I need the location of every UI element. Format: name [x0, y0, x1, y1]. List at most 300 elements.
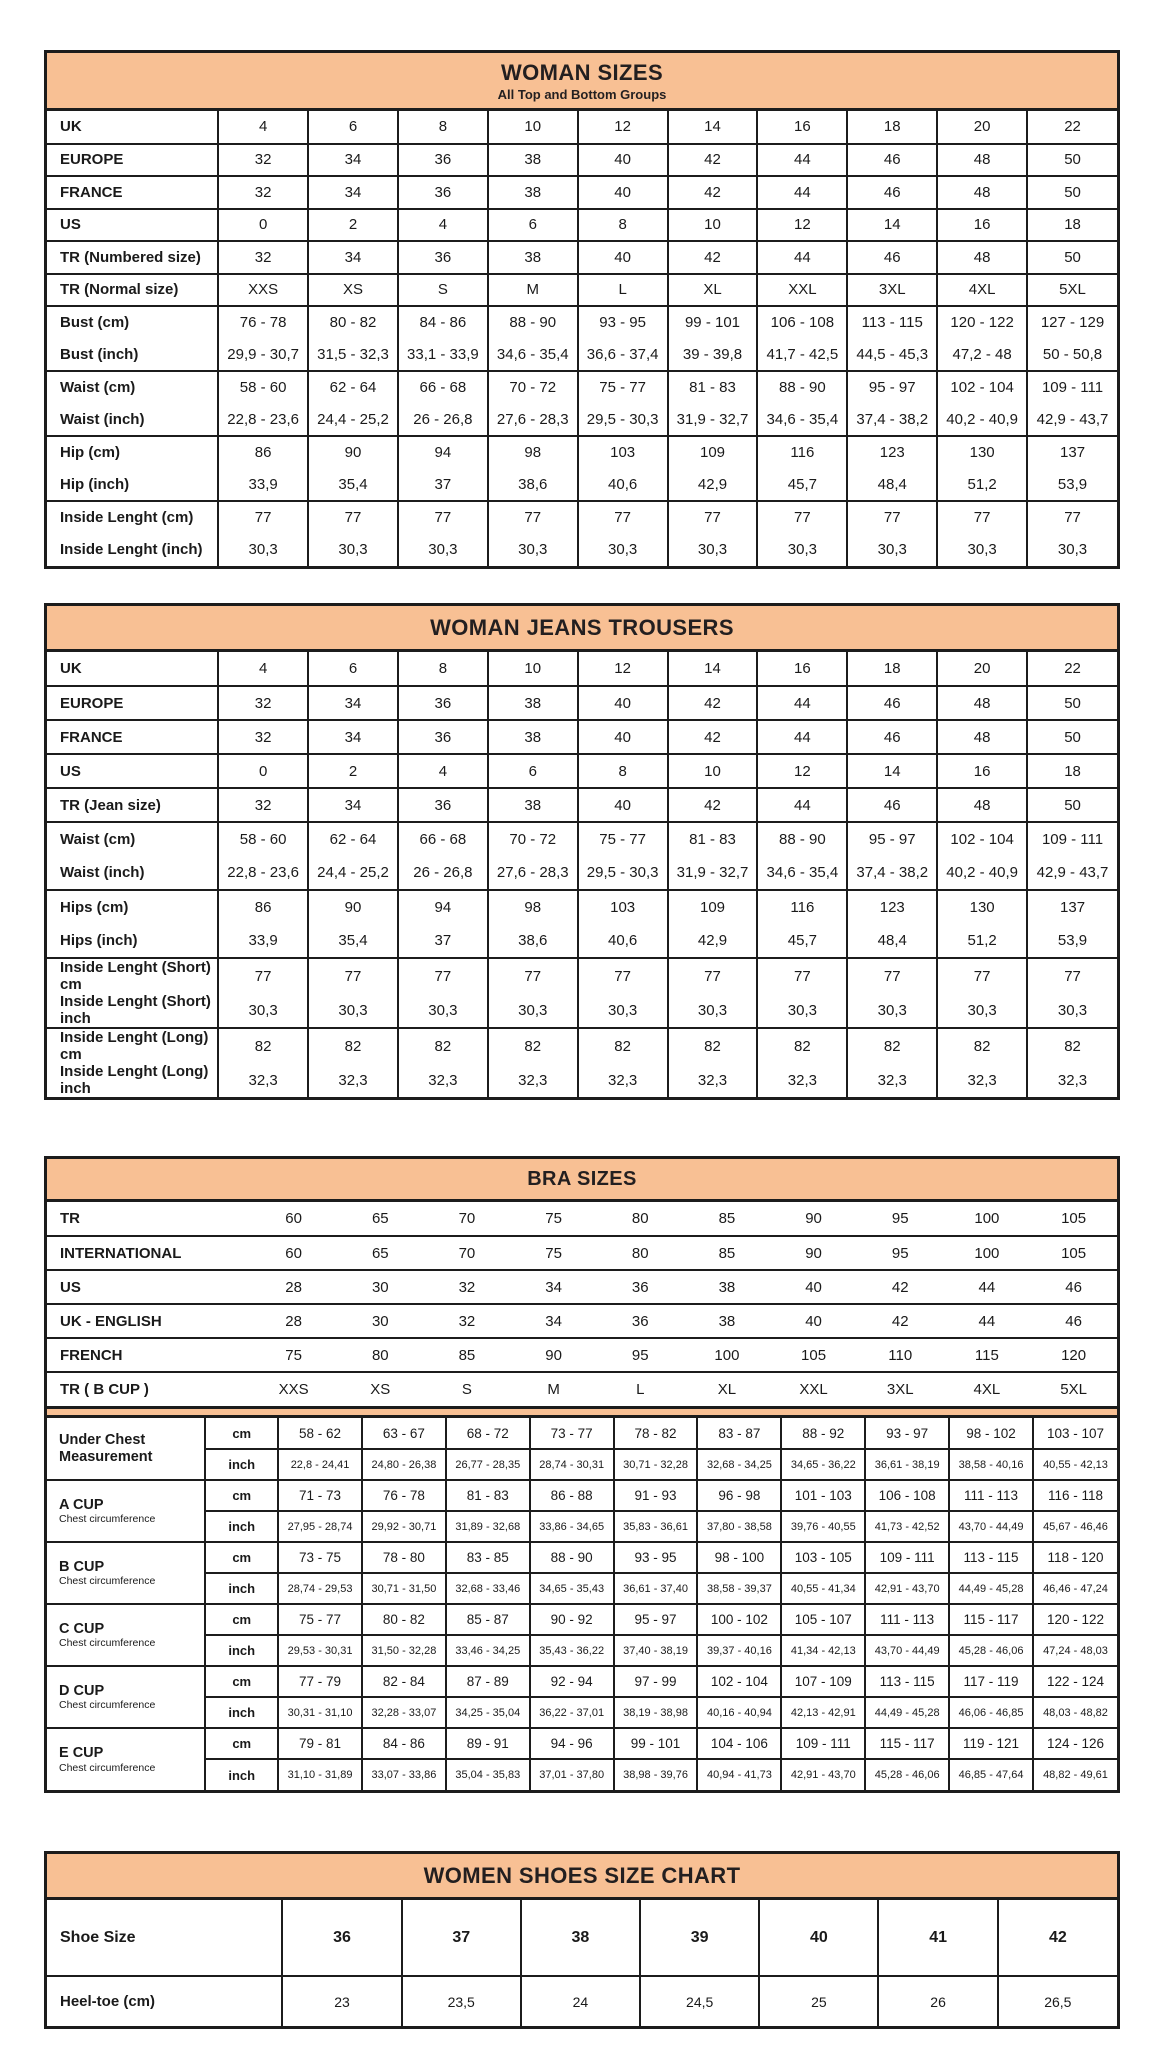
- row-label: Heel-toe (cm): [47, 1976, 282, 2026]
- bra-measurement-grid: [47, 1418, 1117, 1790]
- value-cell: 42: [668, 241, 758, 274]
- row-label: Inside Lenght (inch): [60, 541, 203, 559]
- value-cell: 115 - 117: [865, 1728, 949, 1759]
- value-cell: 30,3: [1027, 993, 1117, 1028]
- value-cell: 70 - 72: [488, 822, 578, 856]
- value-cell: 77: [488, 501, 578, 534]
- value-cell: 102 - 104: [697, 1666, 781, 1697]
- unit-cell: inch: [205, 1573, 278, 1604]
- woman-sizes-header: [47, 53, 1117, 111]
- value-cell: 16: [937, 754, 1027, 788]
- value-cell: 3XL: [847, 274, 937, 307]
- value-cell: 50: [1027, 686, 1117, 720]
- row-label: [47, 1728, 205, 1790]
- value-cell: 77: [218, 958, 308, 993]
- value-cell: 18: [1027, 754, 1117, 788]
- value-cell: 98: [488, 436, 578, 469]
- value-cell: 36: [398, 176, 488, 209]
- value-cell: 45,7: [757, 469, 847, 502]
- value-cell: 36: [398, 720, 488, 754]
- value-cell: 123: [847, 436, 937, 469]
- value-cell: 16: [757, 111, 847, 144]
- woman-jeans-trousers-grid: [47, 652, 1117, 1097]
- value-cell: 76 - 78: [218, 306, 308, 339]
- value-cell: 123: [847, 890, 937, 924]
- value-cell: 20: [937, 111, 1027, 144]
- value-cell: 32,68 - 34,25: [697, 1449, 781, 1480]
- value-cell: 75: [545, 1210, 562, 1227]
- value-cell: 75: [250, 1338, 337, 1372]
- row-label: Waist (inch): [60, 410, 145, 428]
- row-label-text: Under Chest Measurement: [59, 1431, 153, 1465]
- value-cell: 36: [398, 686, 488, 720]
- table-row: [47, 534, 1117, 567]
- value-cell: 100: [684, 1338, 771, 1372]
- table-row: [47, 1270, 1117, 1304]
- value-cell: 36,61 - 38,19: [865, 1449, 949, 1480]
- value-cell: 47,2 - 48: [937, 339, 1027, 372]
- value-cell: 14: [668, 652, 758, 686]
- value-cell: 34,6 - 35,4: [757, 404, 847, 437]
- value-cell: 77: [398, 958, 488, 993]
- value-cell: 4: [398, 209, 488, 242]
- value-cell: 46,46 - 47,24: [1033, 1573, 1117, 1604]
- value-cell: 105: [770, 1338, 857, 1372]
- value-cell: 38: [488, 686, 578, 720]
- value-cell: 36: [398, 788, 488, 822]
- value-cell: 82: [847, 1028, 937, 1063]
- row-label: US: [47, 754, 218, 788]
- value-cell: 30,3: [308, 993, 398, 1028]
- value-cell: 102 - 104: [937, 822, 1027, 856]
- row-label: Bust (cm): [47, 306, 218, 339]
- value-cell: 36: [398, 144, 488, 177]
- value-cell: 30,3: [218, 534, 308, 567]
- value-cell: 103 - 107: [1033, 1418, 1117, 1449]
- value-cell: 24,4 - 25,2: [308, 404, 398, 437]
- value-cell: 86 - 88: [530, 1480, 614, 1511]
- value-cell: 76 - 78: [362, 1480, 446, 1511]
- value-cell: 44,5 - 45,3: [847, 339, 937, 372]
- woman-sizes-grid: [47, 111, 1117, 566]
- value-cell: 75 - 77: [278, 1604, 362, 1635]
- value-cell: 42,13 - 42,91: [781, 1697, 865, 1728]
- value-cell: 51,2: [937, 469, 1027, 502]
- value-cell: 82 - 84: [362, 1666, 446, 1697]
- value-cell: 48,03 - 48,82: [1033, 1697, 1117, 1728]
- value-cell: 31,10 - 31,89: [278, 1759, 362, 1790]
- value-cell: 82: [398, 1028, 488, 1063]
- value-cell: 42: [857, 1304, 944, 1338]
- value-cell: 37,4 - 38,2: [847, 404, 937, 437]
- value-cell: 95 - 97: [847, 371, 937, 404]
- row-label: Hip (cm): [47, 436, 218, 469]
- value-cell: 96 - 98: [697, 1480, 781, 1511]
- value-cell: 34,65 - 36,22: [781, 1449, 865, 1480]
- value-cell: 22: [1027, 652, 1117, 686]
- unit-cell: cm: [205, 1418, 278, 1449]
- value-cell: 109 - 111: [1027, 822, 1117, 856]
- value-cell: 43,70 - 44,49: [949, 1511, 1033, 1542]
- value-cell: 50: [1027, 144, 1117, 177]
- value-cell: 42,9 - 43,7: [1027, 404, 1117, 437]
- value-cell: 81 - 83: [668, 371, 758, 404]
- table-row: [47, 1304, 1117, 1338]
- table-title: BRA SIZES: [527, 1168, 637, 1190]
- value-cell: 100 - 102: [697, 1604, 781, 1635]
- value-cell: 36: [597, 1304, 684, 1338]
- value-cell: 95: [891, 1210, 909, 1227]
- value-cell: 77: [1027, 958, 1117, 993]
- value-cell: 36: [282, 1900, 401, 1976]
- value-cell: 130: [937, 436, 1027, 469]
- value-cell: 119 - 121: [949, 1728, 1033, 1759]
- value-cell: 29,92 - 30,71: [362, 1511, 446, 1542]
- value-cell: 50 - 50,8: [1027, 339, 1117, 372]
- row-label: UK - ENGLISH: [47, 1304, 250, 1338]
- value-cell: 22,8 - 23,6: [218, 856, 308, 890]
- table-title: WOMEN SHOES SIZE CHART: [423, 1863, 741, 1888]
- value-cell: 20: [937, 652, 1027, 686]
- value-cell: 45,28 - 46,06: [949, 1635, 1033, 1666]
- table-row: [47, 241, 1117, 274]
- table-row: [47, 924, 1117, 958]
- value-cell: 106 - 108: [865, 1480, 949, 1511]
- value-cell: 16: [757, 652, 847, 686]
- value-cell: 16: [937, 209, 1027, 242]
- value-cell: 46: [847, 788, 937, 822]
- value-cell: 30,3: [847, 993, 937, 1028]
- value-cell: 36: [398, 241, 488, 274]
- value-cell: 93 - 95: [578, 306, 668, 339]
- value-cell: 45,67 - 46,46: [1033, 1511, 1117, 1542]
- value-cell: 31,9 - 32,7: [668, 404, 758, 437]
- value-cell: 34: [308, 686, 398, 720]
- value-cell: 77: [757, 958, 847, 993]
- value-cell: 109 - 111: [865, 1542, 949, 1573]
- value-cell: 65: [337, 1236, 424, 1270]
- value-cell: 28,74 - 29,53: [278, 1573, 362, 1604]
- value-cell: 90: [308, 890, 398, 924]
- row-label: FRANCE: [47, 176, 218, 209]
- value-cell: 37,4 - 38,2: [847, 856, 937, 890]
- value-cell: 10: [488, 652, 578, 686]
- value-cell: 107 - 109: [781, 1666, 865, 1697]
- value-cell: 30: [337, 1270, 424, 1304]
- value-cell: 115 - 117: [949, 1604, 1033, 1635]
- value-cell: 66 - 68: [398, 822, 488, 856]
- woman-jeans-grid: [47, 652, 1117, 1097]
- row-sublabel: Chest circumference: [59, 1699, 156, 1712]
- value-cell: 37,01 - 37,80: [530, 1759, 614, 1790]
- value-cell: 42: [668, 686, 758, 720]
- value-cell: 91 - 93: [614, 1480, 698, 1511]
- value-cell: 80 - 82: [362, 1604, 446, 1635]
- table-row: [47, 404, 1117, 437]
- value-cell: 4: [218, 111, 308, 144]
- value-cell: 120 - 122: [937, 306, 1027, 339]
- value-cell: 113 - 115: [949, 1542, 1033, 1573]
- value-cell: 118 - 120: [1033, 1542, 1117, 1573]
- table-row: [47, 1542, 1117, 1573]
- value-cell: 60: [250, 1236, 337, 1270]
- value-cell: 111 - 113: [865, 1604, 949, 1635]
- value-cell: 122 - 124: [1033, 1666, 1117, 1697]
- value-cell: 78 - 80: [362, 1542, 446, 1573]
- value-cell: 77: [847, 958, 937, 993]
- table-row: [47, 1511, 1117, 1542]
- row-label: UK: [60, 660, 82, 677]
- row-label: [47, 1604, 205, 1666]
- value-cell: 32,3: [757, 1063, 847, 1097]
- table-row: [47, 371, 1117, 404]
- row-label: Inside Lenght (cm): [47, 501, 218, 534]
- table-row: [47, 754, 1117, 788]
- value-cell: 26 - 26,8: [398, 404, 488, 437]
- value-cell: 5XL: [1027, 274, 1117, 307]
- table-row: [47, 501, 1117, 534]
- table-row: [47, 788, 1117, 822]
- value-cell: 94: [398, 890, 488, 924]
- row-label: Hips (inch): [60, 932, 138, 949]
- value-cell: 103 - 105: [781, 1542, 865, 1573]
- table-row: [47, 111, 1117, 144]
- value-cell: 88 - 90: [757, 371, 847, 404]
- value-cell: XXL: [757, 274, 847, 307]
- value-cell: 8: [578, 754, 668, 788]
- row-label: UK: [60, 118, 82, 136]
- value-cell: 30,71 - 32,28: [614, 1449, 698, 1480]
- value-cell: 42: [668, 144, 758, 177]
- woman-jeans-header: [47, 606, 1117, 652]
- value-cell: 85: [424, 1338, 511, 1372]
- value-cell: 77: [578, 501, 668, 534]
- value-cell: 105 - 107: [781, 1604, 865, 1635]
- value-cell: 46: [1030, 1304, 1117, 1338]
- value-cell: 40: [578, 686, 668, 720]
- table-row: [47, 958, 1117, 993]
- value-cell: 40: [578, 788, 668, 822]
- value-cell: 32: [218, 241, 308, 274]
- value-cell: 82: [937, 1028, 1027, 1063]
- value-cell: 79 - 81: [278, 1728, 362, 1759]
- value-cell: 84 - 86: [398, 306, 488, 339]
- value-cell: 48: [937, 241, 1027, 274]
- value-cell: 98 - 102: [949, 1418, 1033, 1449]
- value-cell: 77: [847, 501, 937, 534]
- value-cell: 95 - 97: [847, 822, 937, 856]
- value-cell: 86: [218, 890, 308, 924]
- value-cell: 28,74 - 30,31: [530, 1449, 614, 1480]
- value-cell: 94: [398, 436, 488, 469]
- row-label: TR ( B CUP ): [47, 1372, 250, 1406]
- value-cell: 50: [1027, 176, 1117, 209]
- unit-cell: inch: [205, 1449, 278, 1480]
- value-cell: 82: [488, 1028, 578, 1063]
- value-cell: 32,3: [218, 1063, 308, 1097]
- row-label: Shoe Size: [60, 1928, 136, 1946]
- value-cell: 46,06 - 46,85: [949, 1697, 1033, 1728]
- value-cell: 40: [578, 241, 668, 274]
- table-row: [47, 1604, 1117, 1635]
- woman-sizes-grid: [47, 111, 1117, 566]
- value-cell: XL: [668, 274, 758, 307]
- value-cell: 80: [337, 1338, 424, 1372]
- value-cell: 82: [578, 1028, 668, 1063]
- value-cell: 99 - 101: [614, 1728, 698, 1759]
- value-cell: 70 - 72: [488, 371, 578, 404]
- value-cell: 27,6 - 28,3: [488, 856, 578, 890]
- value-cell: 116: [757, 436, 847, 469]
- value-cell: 62 - 64: [308, 371, 398, 404]
- value-cell: 42,9 - 43,7: [1027, 856, 1117, 890]
- value-cell: 42: [857, 1270, 944, 1304]
- value-cell: 83 - 87: [697, 1418, 781, 1449]
- value-cell: 24,80 - 26,38: [362, 1449, 446, 1480]
- value-cell: 51,2: [937, 924, 1027, 958]
- value-cell: 40,2 - 40,9: [937, 856, 1027, 890]
- value-cell: 35,4: [308, 924, 398, 958]
- value-cell: 75 - 77: [578, 371, 668, 404]
- value-cell: 88 - 90: [488, 306, 578, 339]
- value-cell: 113 - 115: [865, 1666, 949, 1697]
- table-row: [47, 890, 1117, 924]
- woman-jeans-trousers-table: [44, 603, 1120, 1100]
- value-cell: 85: [684, 1236, 771, 1270]
- value-cell: 5XL: [1030, 1372, 1117, 1406]
- value-cell: 103: [578, 436, 668, 469]
- value-cell: 31,5 - 32,3: [308, 339, 398, 372]
- value-cell: 24,5: [640, 1976, 759, 2026]
- value-cell: 120 - 122: [1033, 1604, 1117, 1635]
- value-cell: 137: [1027, 890, 1117, 924]
- row-label: US: [47, 1270, 250, 1304]
- value-cell: 90: [308, 436, 398, 469]
- value-cell: 10: [668, 754, 758, 788]
- value-cell: 30,3: [578, 534, 668, 567]
- value-cell: 30,3: [668, 534, 758, 567]
- table-row: [47, 176, 1117, 209]
- value-cell: 25: [759, 1976, 878, 2026]
- row-label: Bust (inch): [60, 345, 139, 363]
- value-cell: 32: [424, 1304, 511, 1338]
- value-cell: 40,6: [578, 924, 668, 958]
- value-cell: 42,91 - 43,70: [781, 1759, 865, 1790]
- value-cell: 29,9 - 30,7: [218, 339, 308, 372]
- value-cell: 38: [488, 720, 578, 754]
- value-cell: 44: [757, 144, 847, 177]
- table-row: [47, 1028, 1117, 1063]
- value-cell: 32: [218, 720, 308, 754]
- value-cell: 38,19 - 38,98: [614, 1697, 698, 1728]
- value-cell: 40: [770, 1270, 857, 1304]
- table-row: [47, 469, 1117, 502]
- value-cell: 77: [668, 958, 758, 993]
- value-cell: 32,3: [308, 1063, 398, 1097]
- value-cell: 38: [684, 1304, 771, 1338]
- row-label: Waist (cm): [47, 371, 218, 404]
- value-cell: 60: [285, 1210, 302, 1227]
- value-cell: 30,3: [488, 993, 578, 1028]
- value-cell: M: [510, 1372, 597, 1406]
- unit-cell: cm: [205, 1666, 278, 1697]
- row-label: Hip (inch): [60, 475, 130, 493]
- value-cell: 88 - 92: [781, 1418, 865, 1449]
- value-cell: 34: [308, 241, 398, 274]
- value-cell: 99 - 101: [668, 306, 758, 339]
- value-cell: 50: [1027, 720, 1117, 754]
- value-cell: 12: [578, 111, 668, 144]
- row-label: Inside Lenght (Short) inch: [60, 993, 211, 1027]
- value-cell: 82: [1027, 1028, 1117, 1063]
- row-label: FRANCE: [47, 720, 218, 754]
- value-cell: 36,22 - 37,01: [530, 1697, 614, 1728]
- value-cell: 8: [578, 209, 668, 242]
- value-cell: 30,3: [937, 993, 1027, 1028]
- value-cell: 58 - 60: [218, 371, 308, 404]
- value-cell: 41: [878, 1900, 997, 1976]
- table-row: [47, 209, 1117, 242]
- value-cell: 0: [218, 209, 308, 242]
- value-cell: 30,3: [1027, 534, 1117, 567]
- value-cell: 30,3: [308, 534, 398, 567]
- value-cell: 80: [597, 1236, 684, 1270]
- value-cell: 87 - 89: [446, 1666, 530, 1697]
- value-cell: 8: [398, 652, 488, 686]
- value-cell: 26,5: [998, 1976, 1117, 2026]
- table-row: [47, 1666, 1117, 1697]
- table-row: [47, 856, 1117, 890]
- value-cell: S: [424, 1372, 511, 1406]
- value-cell: 77: [308, 958, 398, 993]
- value-cell: 4: [398, 754, 488, 788]
- row-label: Waist (inch): [60, 864, 145, 881]
- row-label: [47, 1542, 205, 1604]
- table-row: [47, 652, 1117, 686]
- table-row: [47, 274, 1117, 307]
- value-cell: 28: [250, 1270, 337, 1304]
- value-cell: 48: [937, 788, 1027, 822]
- row-label-text: A CUP: [59, 1496, 104, 1513]
- value-cell: 38,98 - 39,76: [614, 1759, 698, 1790]
- value-cell: 68 - 72: [446, 1418, 530, 1449]
- value-cell: 40,55 - 42,13: [1033, 1449, 1117, 1480]
- value-cell: 48: [937, 144, 1027, 177]
- value-cell: 48: [937, 720, 1027, 754]
- value-cell: 35,4: [308, 469, 398, 502]
- table-subtitle: All Top and Bottom Groups: [497, 87, 667, 102]
- value-cell: 83 - 85: [446, 1542, 530, 1573]
- value-cell: XS: [308, 274, 398, 307]
- value-cell: 27,6 - 28,3: [488, 404, 578, 437]
- value-cell: 93 - 95: [614, 1542, 698, 1573]
- value-cell: M: [488, 274, 578, 307]
- row-label: EUROPE: [47, 144, 218, 177]
- value-cell: 63 - 67: [362, 1418, 446, 1449]
- value-cell: 34,6 - 35,4: [488, 339, 578, 372]
- value-cell: 34,65 - 35,43: [530, 1573, 614, 1604]
- value-cell: 77: [218, 501, 308, 534]
- row-sublabel: Chest circumference: [59, 1637, 156, 1650]
- row-label: [47, 1666, 205, 1728]
- value-cell: XXS: [250, 1372, 337, 1406]
- row-sublabel: Chest circumference: [59, 1761, 156, 1774]
- value-cell: 109 - 111: [1027, 371, 1117, 404]
- row-label: Hips (cm): [47, 890, 218, 924]
- value-cell: 41,34 - 42,13: [781, 1635, 865, 1666]
- value-cell: 30,3: [218, 993, 308, 1028]
- value-cell: 48: [937, 686, 1027, 720]
